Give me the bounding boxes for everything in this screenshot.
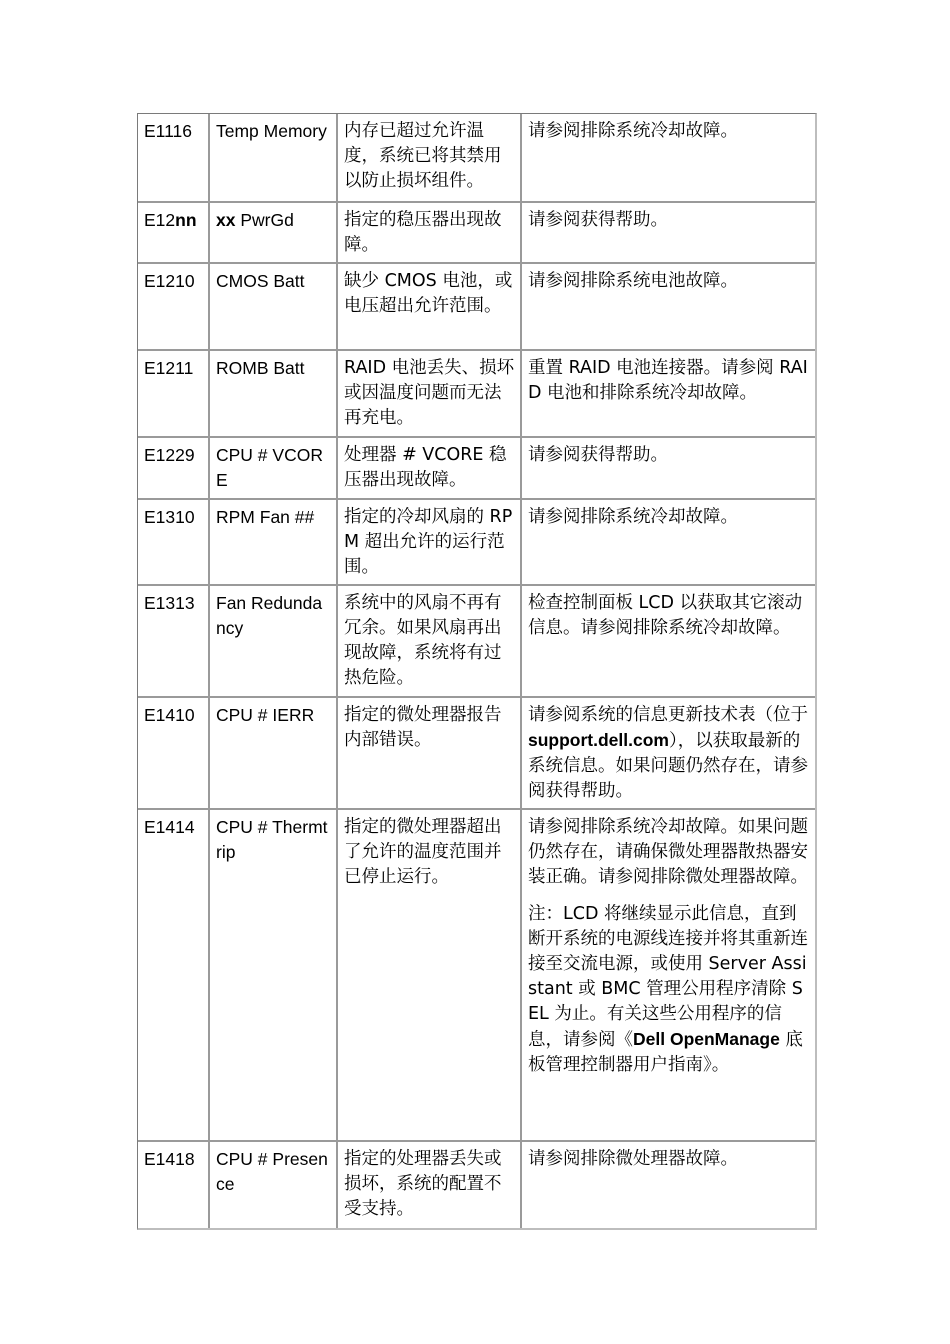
error-code: E1418 (138, 1142, 210, 1228)
table-row (138, 264, 815, 351)
error-code: E1210 (138, 264, 210, 351)
error-code: E1414 (138, 810, 210, 1142)
action-text: 检查控制面板 LCD 以获取其它滚动信息。请参阅排除系统冷却故障。 (522, 586, 815, 698)
sensor-name: ROMB Batt (210, 351, 338, 438)
table-row (138, 351, 815, 438)
action-text (522, 810, 815, 1142)
support-link-text: support.dell.com (528, 730, 669, 750)
table-row (138, 438, 815, 500)
action-text: 请参阅排除系统电池故障。 (522, 264, 815, 351)
error-code: E1313 (138, 586, 210, 698)
action-text: 请参阅排除微处理器故障。 (528, 1149, 738, 1169)
cause-text: 系统中的风扇不再有冗余。如果风扇再出现故障，系统将有过热危险。 (338, 586, 522, 698)
name-rest: PwrGd (235, 210, 294, 230)
cause-text: 指定的处理器丢失或损坏，系统的配置不受支持。 (338, 1142, 522, 1228)
code-variable: nn (175, 210, 197, 230)
table-row (138, 1142, 815, 1228)
table-row (138, 586, 815, 698)
action-text (522, 698, 815, 810)
sensor-name: CPU # IERR (210, 698, 338, 810)
action-text-pre: 请参阅系统的信息更新技术表（位于 (528, 705, 808, 725)
note-paragraph (528, 902, 810, 1078)
error-code (138, 203, 210, 264)
code-prefix: E12 (144, 210, 176, 230)
note-pre: 注：LCD 将继续显示此信息，直到断开系统的电源线连接并将其重新连接至交流电源，或使用 Server Assistant 或 BMC 管理公用程序清除 SEL 为止。有关这些公用程序的信息，请参阅《 (528, 904, 808, 1050)
action-text: 请参阅获得帮助。 (522, 438, 815, 500)
cause-text: 内存已超过允许温度，系统已将其禁用以防止损坏组件。 (338, 114, 522, 203)
guide-title-bold: Dell OpenManage (633, 1029, 780, 1049)
error-code-table (137, 113, 817, 1230)
sensor-name: Fan Redundancy (210, 586, 338, 698)
action-paragraph: 请参阅排除系统冷却故障。如果问题仍然存在，请确保微处理器散热器安装正确。请参阅排除微处理器故障。 (528, 817, 808, 887)
cause-text: 处理器 # VCORE 稳压器出现故障。 (338, 438, 522, 500)
sensor-name: RPM Fan ## (210, 500, 338, 586)
cause-text: 缺少 CMOS 电池，或电压超出允许范围。 (338, 264, 522, 351)
error-code: E1211 (138, 351, 210, 438)
action-text: 请参阅排除系统冷却故障。 (522, 114, 815, 203)
error-code: E1310 (138, 500, 210, 586)
table-row (138, 500, 815, 586)
sensor-name: CMOS Batt (210, 264, 338, 351)
action-text: 请参阅排除系统冷却故障。 (522, 500, 815, 586)
cause-text: 指定的微处理器超出了允许的温度范围并已停止运行。 (338, 810, 522, 1142)
table-row (138, 810, 815, 1142)
table-row (138, 114, 815, 203)
note-post: 底板管理控制器用户指南》。 (528, 1030, 803, 1075)
cause-text: RAID 电池丢失、损坏或因温度问题而无法再充电。 (338, 351, 522, 438)
error-code: E1116 (138, 114, 210, 203)
sensor-name: CPU # Presence (210, 1142, 338, 1228)
cause-text: 指定的微处理器报告内部错误。 (338, 698, 522, 810)
sensor-name: CPU # VCORE (210, 438, 338, 500)
sensor-name: Temp Memory (210, 114, 338, 203)
sensor-name: CPU # Thermtrip (210, 810, 338, 1142)
action-text: 重置 RAID 电池连接器。请参阅 RAID 电池和排除系统冷却故障。 (522, 351, 815, 438)
error-code: E1410 (138, 698, 210, 810)
action-text-post: ），以获取最新的系统信息。如果问题仍然存在，请参阅获得帮助。 (528, 731, 808, 801)
name-variable: xx (216, 210, 236, 230)
cause-text: 指定的冷却风扇的 RPM 超出允许的运行范围。 (338, 500, 522, 586)
table-row (138, 203, 815, 264)
sensor-name (210, 203, 338, 264)
cause-text: 指定的稳压器出现故障。 (338, 203, 522, 264)
error-code: E1229 (138, 438, 210, 500)
table-row (138, 698, 815, 810)
action-text: 请参阅获得帮助。 (522, 203, 815, 264)
